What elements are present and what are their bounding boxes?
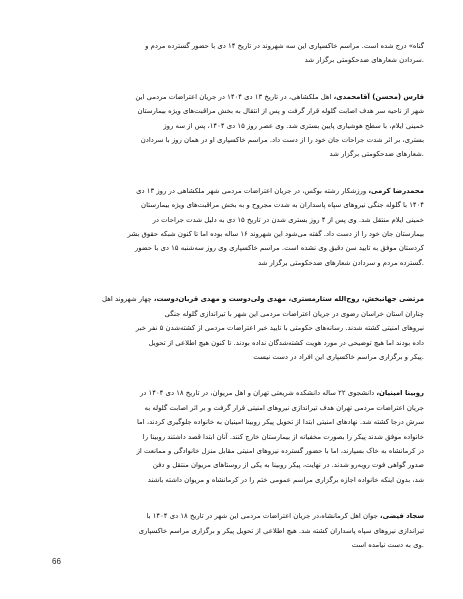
line-text: جوان اهل کرمانشاه،در جریان اعتراضات مردمی این شهر در تاریخ ۱۸ دی ۱۴۰۴ با: [146, 512, 381, 521]
line-text: سرش درجا کشته شد. نهادهای امنیتی ابتدا از تحویل پیکر روبینا امینیان به خانواده جلوگیری کردند، اما: [136, 418, 424, 427]
text-line: [50, 430, 424, 444]
line-text: جریان اعتراضات مردمی تهران هدف تیراندازی نیروهای امنیتی قرار گرفت و بر اثر اصابت گلوله به: [144, 403, 424, 412]
text-line: [50, 104, 424, 118]
text-line: [50, 292, 424, 306]
line-text: چهار شهروند اهل: [102, 295, 154, 304]
line-text: اهل ملکشاهی، در تاریخ ۱۳ دی ۱۴۰۴ در جریان اعتراضات مردمی این: [135, 92, 334, 101]
text-line: [50, 415, 424, 429]
text-line: [50, 90, 424, 104]
line-text: ۱۴۰۴ با گلوله جنگی نیروهای سپاه پاسداران به شدت مجروح و به بخش مراقبت‌های ویژه بیمارستان: [141, 201, 424, 210]
text-line: [50, 213, 424, 227]
text-line: [50, 307, 424, 321]
text-line: [50, 444, 424, 458]
person-name: سجاد فیضی،: [380, 512, 424, 521]
text-line: [50, 147, 424, 161]
text-line: [50, 350, 424, 364]
paragraph: [50, 292, 424, 364]
person-name: محمدرضا کرمی،: [368, 186, 424, 195]
line-text: چناران استان خراسان رضوی در جریان اعتراضات مردمی این شهر با تیراندازی گلوله جنگی: [164, 309, 424, 318]
line-text: .شعارهای ضدحکومتی برگزار شد: [329, 150, 424, 159]
line-text: دانشجوی ۲۲ ساله دانشکده شریعتی تهران و اهل مریوان، در تاریخ ۱۸ دی ۱۴۰۴ در: [139, 389, 377, 398]
line-text: .سردادن شعارهای ضدحکومتی برگزار شد: [304, 56, 424, 65]
text-line: [50, 524, 424, 538]
line-text: .گسترده مردم و سردادن شعارهای ضدحکومتی برگزار شد: [257, 258, 424, 267]
text-line: [50, 133, 424, 147]
paragraph: [50, 39, 424, 68]
text-line: [50, 336, 424, 350]
page-number: 66: [52, 557, 61, 566]
text-line: [50, 39, 424, 53]
line-text: ورزشکار رشته بوکس، در جریان اعتراضات مردمی شهر ملکشاهی در روز ۱۳ دی: [136, 186, 369, 195]
text-line: [50, 386, 424, 400]
line-text: .وی به دست نیامده است: [351, 540, 424, 549]
text-line: [50, 509, 424, 523]
text-line: [50, 53, 424, 67]
line-text: .پیکر و برگزاری مراسم خاکسپاری این افراد در دست نیست: [253, 352, 424, 361]
text-line: [50, 473, 424, 487]
person-name: مرتضی جهانبخش، روح‌الله ستارمستری، مهدی ولی‌دوست و مهدی قربان‌دوست،: [153, 295, 424, 304]
paragraph: [50, 90, 424, 162]
line-text: گناه» درج شده است. مراسم خاکسپاری این سه شهروند در تاریخ ۱۴ دی با حضور گسترده مردم و: [145, 42, 424, 50]
paragraph: [50, 386, 424, 487]
text-line: [50, 119, 424, 133]
person-name: روبینا امینیان،: [376, 389, 424, 398]
person-name: فارس (محسن) آقامحمدی،: [333, 92, 424, 101]
line-text: نیروهای امنیتی کشته شدند. رسانه‌های حکومتی با تایید خبر اعتراضات مردمی از کشته‌شدن ۵ نفر خبر: [135, 324, 424, 333]
page-body: [50, 39, 424, 574]
text-line: [50, 184, 424, 198]
paragraph: [50, 184, 424, 270]
line-text: تیراندازی نیروهای سپاه پاسداران کشته شد. هیچ اطلاعی از تحویل پیکر و برگزاری مراسم خاکسپاری: [138, 526, 424, 535]
line-text: شهر از ناحیه سر هدف اصابت گلوله قرار گرفت و پس از انتقال به بخش مراقبت‌های ویژه بیمارستان: [137, 107, 424, 116]
text-line: [50, 401, 424, 415]
text-line: [50, 256, 424, 270]
text-line: [50, 321, 424, 335]
text-line: [50, 227, 424, 241]
line-text: خمینی ایلام، با سطح هوشیاری پایین بستری شد. وی عصر روز ۱۵ دی ۱۴۰۴، پس از سه روز: [163, 121, 424, 130]
line-text: داده بودند اما هیچ توضیحی در مورد هویت کشته‌شدگان نداده بودند. تا کنون هیچ اطلاعی از تحویل: [148, 338, 424, 347]
line-text: خمینی ایلام منتقل شد. وی پس از ۴ روز بستری شدن در تاریخ ۱۵ دی به دلیل شدت جراحات در: [152, 215, 424, 224]
line-text: در کرمانشاه به خاک بسپارند، اما با حضور گسترده نیروهای امنیتی مقابل منزل خانوادگی و ممانعت از: [136, 446, 424, 455]
paragraph: [50, 509, 424, 552]
line-text: خانواده موفق شدند پیکر را بصورت مخفیانه از بیمارستان خارج کنند. آنان ابتدا قصد داشتند روبینا را: [142, 432, 424, 441]
text-line: [50, 198, 424, 212]
line-text: بستری، بر اثر شدت جراحات جان خود را از دست داد. مراسم خاکسپاری او در همان روز با سردادن: [140, 136, 424, 145]
text-line: [50, 458, 424, 472]
text-line: [50, 538, 424, 552]
line-text: بیمارستان جان خود را از دست داد. گفته می‌شود این شهروند ۱۶ ساله بوده اما تا کنون شبکه حقوق بشر: [127, 230, 424, 239]
line-text: کردستان موفق به تایید سن دقیق وی نشده است. مراسم خاکسپاری وی روز سه‌شنبه ۱۵ دی با حضور: [134, 244, 424, 253]
line-text: شد، بدون اینکه خانواده اجازه برگزاری مراسم عمومی ختم را در کرمانشاه و مریوان داشته باشند: [147, 475, 424, 484]
line-text: صدور گواهی فوت روبه‌رو شدند. در نهایت، پیکر روبینا به یکی از روستاهای مریوان منتقل و دفن: [152, 461, 424, 470]
text-line: [50, 241, 424, 255]
